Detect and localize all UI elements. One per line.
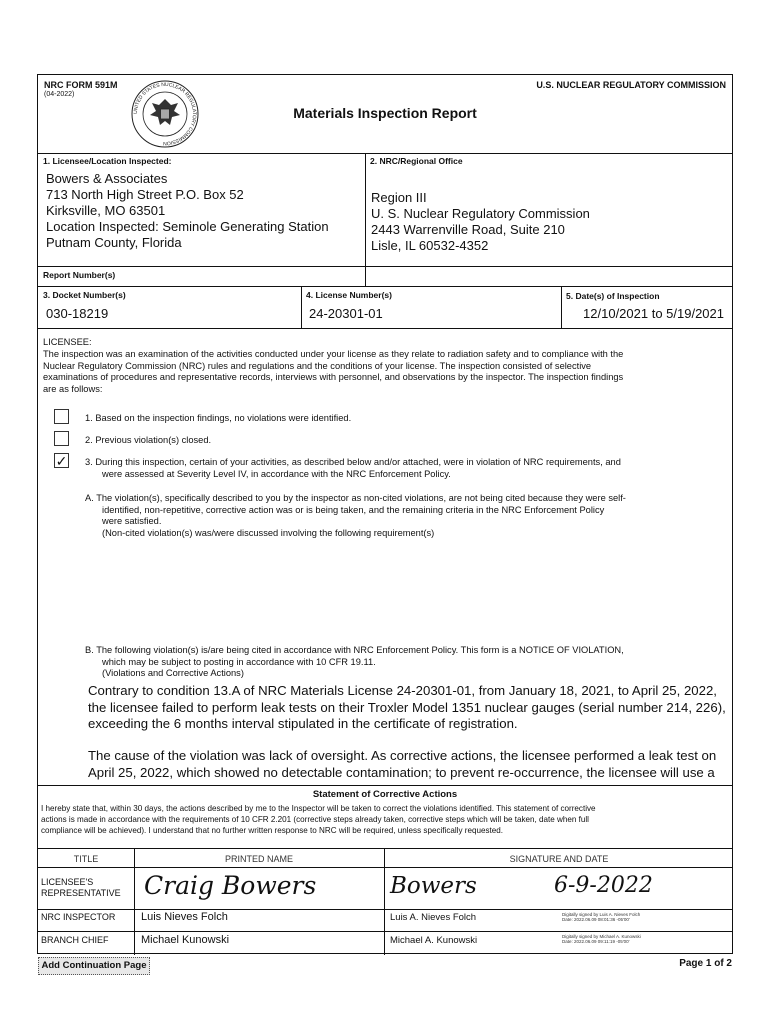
check-mark-icon: ✓ <box>55 453 68 469</box>
statement-text: I hereby state that, within 30 days, the actions described by me to the Inspector will be taken to correct the violations identified. This statement of corrective actions is made in accordance with the requirements of 10 CFR 2.201 (corrective steps already taken, corrective steps which will be taken, date when full compliance will be achieved). I understand that no further written response to NRC will be required, unless specifically requested. <box>41 804 596 835</box>
branch-chief-digital-signature: Digitally signed by Michael A. Kunowski Date: 2022.06.09 09:11:19 -05'00' <box>562 934 641 944</box>
dates-label: 5. Date(s) of Inspection <box>566 291 660 301</box>
licensee-address: Bowers & Associates 713 North High Street P.O. Box 52 Kirksville, MO 63501 Location Inspected: Seminole Generating Station Putnam County, Florida <box>46 171 329 250</box>
report-numbers-label: Report Number(s) <box>43 270 116 280</box>
violation-text: Contrary to condition 13.A of NRC Materials License 24-20301-01, from January 18, 2021, to April 25, 2022, the licensee failed to perform leak tests on their Troxler Model 1351 nuclear gauges (serial number 214, 226), exceeding the 6 months interval stipulated in the certificate of registration. <box>88 683 726 731</box>
row3-title: BRANCH CHIEF <box>41 935 109 945</box>
section-a-text: A. The violation(s), specifically described to you by the inspector as non-cited violations, are not being cited because they were self- identified, non-repetitive, corrective action was or is being taken, and the remaining criteria in the NRC Enforcement Policy were satisfied. (Non-cited violation(s) was/were discussed involving the following requirement(s) <box>85 493 626 538</box>
licensee-sign-date: 6-9-2022 <box>554 873 653 898</box>
section2-label: 2. NRC/Regional Office <box>370 156 463 166</box>
branch-chief-signature: Michael A. Kunowski <box>390 935 478 946</box>
license-value: 24-20301-01 <box>309 306 383 321</box>
form-number: NRC FORM 591M <box>44 80 118 90</box>
page-number: Page 1 of 2 <box>679 958 732 969</box>
inspector-digital-signature: Digitally signed by Luis A. Nieves Folch Date: 2022.06.09 08:01:36 -05'00' <box>562 912 641 922</box>
col-signature-date: SIGNATURE AND DATE <box>509 854 609 864</box>
inspector-printed-name: Luis Nieves Folch <box>141 911 228 923</box>
license-label: 4. License Number(s) <box>306 290 392 300</box>
licensee-intro: The inspection was an examination of the activities conducted under your license as they relate to radiation safety and to compliance with the Nuclear Regulatory Commission (NRC) rules and regulations and the conditions of your license. The inspection consisted of selective examinations of procedures and representative records, interviews with personnel, and observations by the inspector. The inspection findings are as follows: <box>43 349 624 394</box>
docket-value: 030-18219 <box>46 306 109 321</box>
licensee-signature: Bowers <box>390 873 477 899</box>
licensee-printed-name: Craig Bowers <box>144 871 317 900</box>
page-title: Materials Inspection Report <box>293 105 477 121</box>
checkbox-violations[interactable] <box>54 453 69 468</box>
item2-text: 2. Previous violation(s) closed. <box>85 435 212 445</box>
item3-text: 3. During this inspection, certain of your activities, as described below and/or attached, were in violation of NRC requirements, and were assessed at Severity Level IV, in accordance with the NRC Enforcement Policy. <box>85 457 621 479</box>
row1-title: LICENSEE'S REPRESENTATIVE <box>41 877 121 898</box>
item1-text: 1. Based on the inspection findings, no violations were identified. <box>85 413 352 423</box>
cause-text: The cause of the violation was lack of oversight. As corrective actions, the licensee performed a leak test on April 25, 2022, which showed no detectable contamination; to prevent re-occurrence, the licensee will use a <box>88 748 717 780</box>
branch-chief-printed-name: Michael Kunowski <box>141 934 230 946</box>
seal-text: UNITED STATES NUCLEAR REGULATORY COMMISSION <box>132 81 198 147</box>
agency-name: U.S. NUCLEAR REGULATORY COMMISSION <box>536 80 726 90</box>
row2-title: NRC INSPECTOR <box>41 912 116 922</box>
statement-title: Statement of Corrective Actions <box>312 789 458 800</box>
licensee-label: LICENSEE: <box>43 337 92 347</box>
section-b-text: B. The following violation(s) is/are being cited in accordance with NRC Enforcement Policy. This form is a NOTICE OF VIOLATION, which may be subject to posting in accordance with 10 CFR 19.11. (Violations and Corrective Actions) <box>85 645 624 678</box>
inspector-signature: Luis A. Nieves Folch <box>390 912 477 923</box>
inspection-form <box>37 74 733 954</box>
form-date: (04-2022) <box>44 91 75 98</box>
docket-label: 3. Docket Number(s) <box>43 290 126 300</box>
checkbox-previous-closed[interactable] <box>54 431 69 446</box>
section1-label: 1. Licensee/Location Inspected: <box>43 156 172 166</box>
add-continuation-page-button[interactable]: Add Continuation Page <box>38 957 150 975</box>
checkbox-no-violations[interactable] <box>54 409 69 424</box>
regional-office-address: Region III U. S. Nuclear Regulatory Commission 2443 Warrenville Road, Suite 210 Lisle, IL 60532-4352 <box>371 190 590 253</box>
dates-value: 12/10/2021 to 5/19/2021 <box>583 306 724 321</box>
col-printed-name: PRINTED NAME <box>224 854 293 864</box>
col-title: TITLE <box>73 854 99 864</box>
